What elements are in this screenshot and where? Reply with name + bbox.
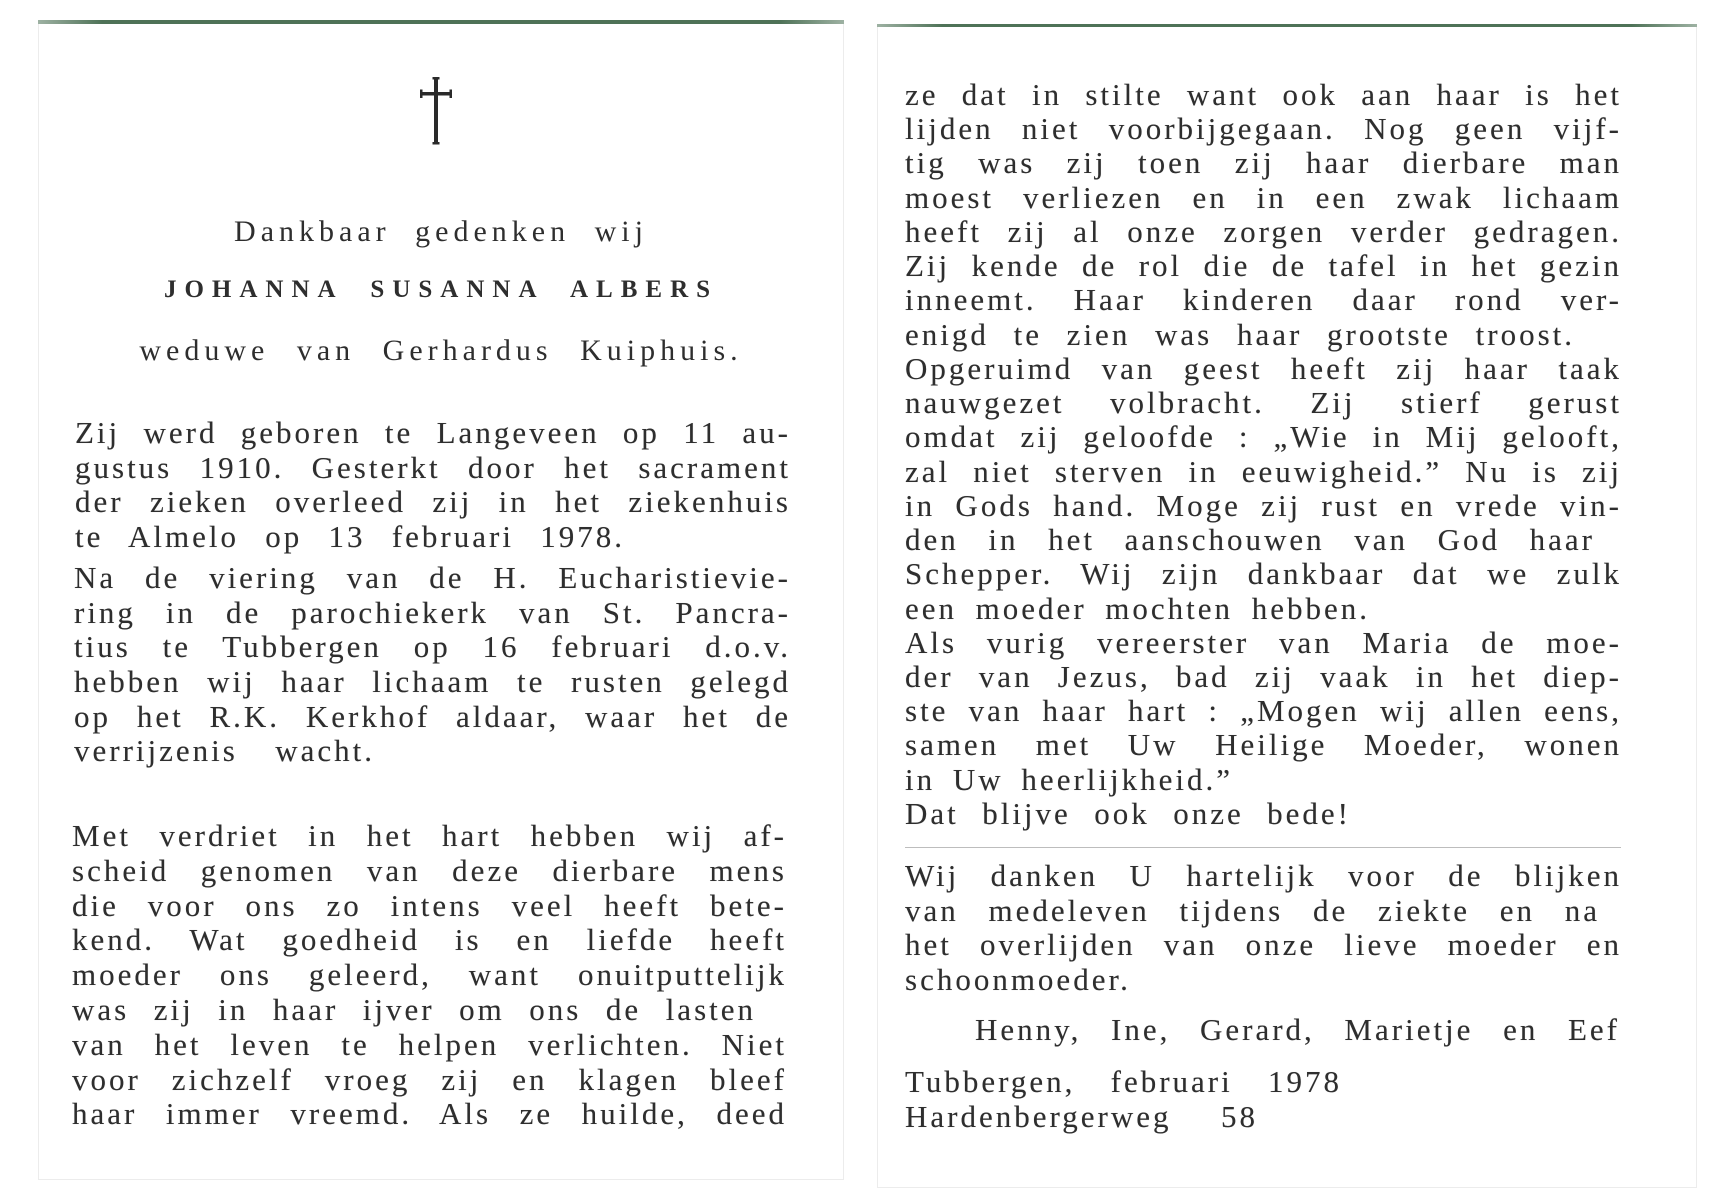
text-line: een moeder mochten hebben.	[905, 591, 1370, 626]
text-line: samen met Uw Heilige Moeder, wonen	[905, 728, 1622, 763]
text-line: in Gods hand. Moge zij rust en vrede vin-	[905, 488, 1622, 523]
text-line: Zij kende de rol die de tafel in het gezin	[905, 249, 1622, 284]
text-line: Dat blijve ook onze bede!	[905, 796, 1351, 831]
text-line: der zieken overleed zij in het ziekenhuis	[75, 485, 791, 520]
text-line: schoonmoeder.	[905, 963, 1131, 998]
place-date-line: Tubbergen, februari 1978	[905, 1065, 1342, 1099]
top-edge-stripe	[38, 20, 844, 24]
text-line: van medeleven tijdens de ziekte en na	[905, 893, 1600, 928]
text-line: voor zichzelf vroeg zij en klagen bleef	[72, 1062, 787, 1097]
text-line: Met verdriet in het hart hebben wij af-	[72, 819, 787, 853]
place-date	[905, 1065, 1342, 1100]
text-line: zal niet sterven in eeuwigheid.” Nu is zij	[905, 454, 1622, 489]
text-line: verrijzenis wacht.	[74, 734, 375, 769]
right-page	[877, 24, 1697, 1188]
text-line: Opgeruimd van geest heeft zij haar taak	[905, 351, 1622, 386]
text-line: van het leven te helpen verlichten. Niet	[72, 1027, 787, 1062]
text-line: scheid genomen van deze dierbare mens	[72, 853, 787, 888]
cross-icon	[416, 75, 456, 147]
text-line: Na de viering van de H. Eucharistievie-	[74, 561, 791, 595]
top-edge-stripe	[877, 24, 1697, 27]
text-line: hebben wij haar lichaam te rusten gelegd	[74, 665, 791, 700]
address-line: Hardenbergerweg 58	[905, 1100, 1258, 1134]
text-line: moeder ons geleerd, want onuitputtelijk	[72, 958, 787, 993]
deceased-name: JOHANNA SUSANNA ALBERS	[163, 276, 719, 303]
tribute-paragraph-continued	[905, 78, 1622, 831]
text-line: ze dat in stilte want ook aan haar is het	[905, 78, 1622, 112]
text-line: was zij in haar ijver om ons de lasten	[72, 992, 756, 1027]
text-line: Wij danken U hartelijk voor de blijken	[905, 859, 1622, 893]
tribute-paragraph	[72, 819, 787, 1132]
text-line: der van Jezus, bad zij vaak in het diep-	[905, 659, 1622, 694]
text-line: Schepper. Wij zijn dankbaar dat we zulk	[905, 557, 1622, 592]
birth-paragraph	[75, 416, 791, 555]
text-line: Als vurig vereerster van Maria de moe-	[905, 625, 1622, 660]
intro-line: Dankbaar gedenken wij	[234, 215, 648, 248]
acknowledgement-paragraph	[905, 859, 1622, 998]
text-line: heeft zij al onze zorgen verder gedragen.	[905, 214, 1622, 249]
text-line: kend. Wat goedheid is en liefde heeft	[72, 923, 787, 958]
text-line: gustus 1910. Gesterkt door het sacrament	[75, 450, 791, 485]
text-line: tius te Tubbergen op 16 februari d.o.v.	[74, 630, 791, 665]
text-line: inneemt. Haar kinderen daar rond ver-	[905, 283, 1622, 318]
text-line: nauwgezet volbracht. Zij stierf gerust	[905, 386, 1622, 421]
signature-line: Henny, Ine, Gerard, Marietje en Eef	[975, 1013, 1620, 1047]
text-line: op het R.K. Kerkhof aldaar, waar het de	[74, 699, 791, 734]
text-line: lijden niet voorbijgegaan. Nog geen vijf-	[905, 112, 1622, 147]
text-line: in Uw heerlijkheid.”	[905, 762, 1233, 797]
text-line: ste van haar hart : „Mogen wij allen eens,	[905, 694, 1622, 729]
funeral-paragraph	[74, 561, 791, 769]
text-line: haar immer vreemd. Als ze huilde, deed	[72, 1097, 787, 1132]
text-line: Zij werd geboren te Langeveen op 11 au-	[75, 416, 791, 450]
text-line: den in het aanschouwen van God haar	[905, 523, 1595, 558]
spouse-line: weduwe van Gerhardus Kuiphuis.	[139, 334, 743, 367]
text-line: omdat zij geloofde : „Wie in Mij gelooft,	[905, 420, 1622, 455]
divider-line	[905, 847, 1621, 848]
text-line: enigd te zien was haar grootste troost.	[905, 317, 1575, 352]
text-line: het overlijden van onze lieve moeder en	[905, 928, 1622, 963]
signature-names	[975, 1013, 1620, 1048]
text-line: ring in de parochiekerk van St. Pancra-	[74, 595, 791, 630]
text-line: tig was zij toen zij haar dierbare man	[905, 146, 1622, 181]
text-line: die voor ons zo intens veel heeft bete-	[72, 888, 787, 923]
text-line: moest verliezen en in een zwak lichaam	[905, 180, 1622, 215]
left-page	[38, 20, 844, 1180]
address	[905, 1100, 1258, 1135]
text-line: te Almelo op 13 februari 1978.	[75, 520, 625, 555]
